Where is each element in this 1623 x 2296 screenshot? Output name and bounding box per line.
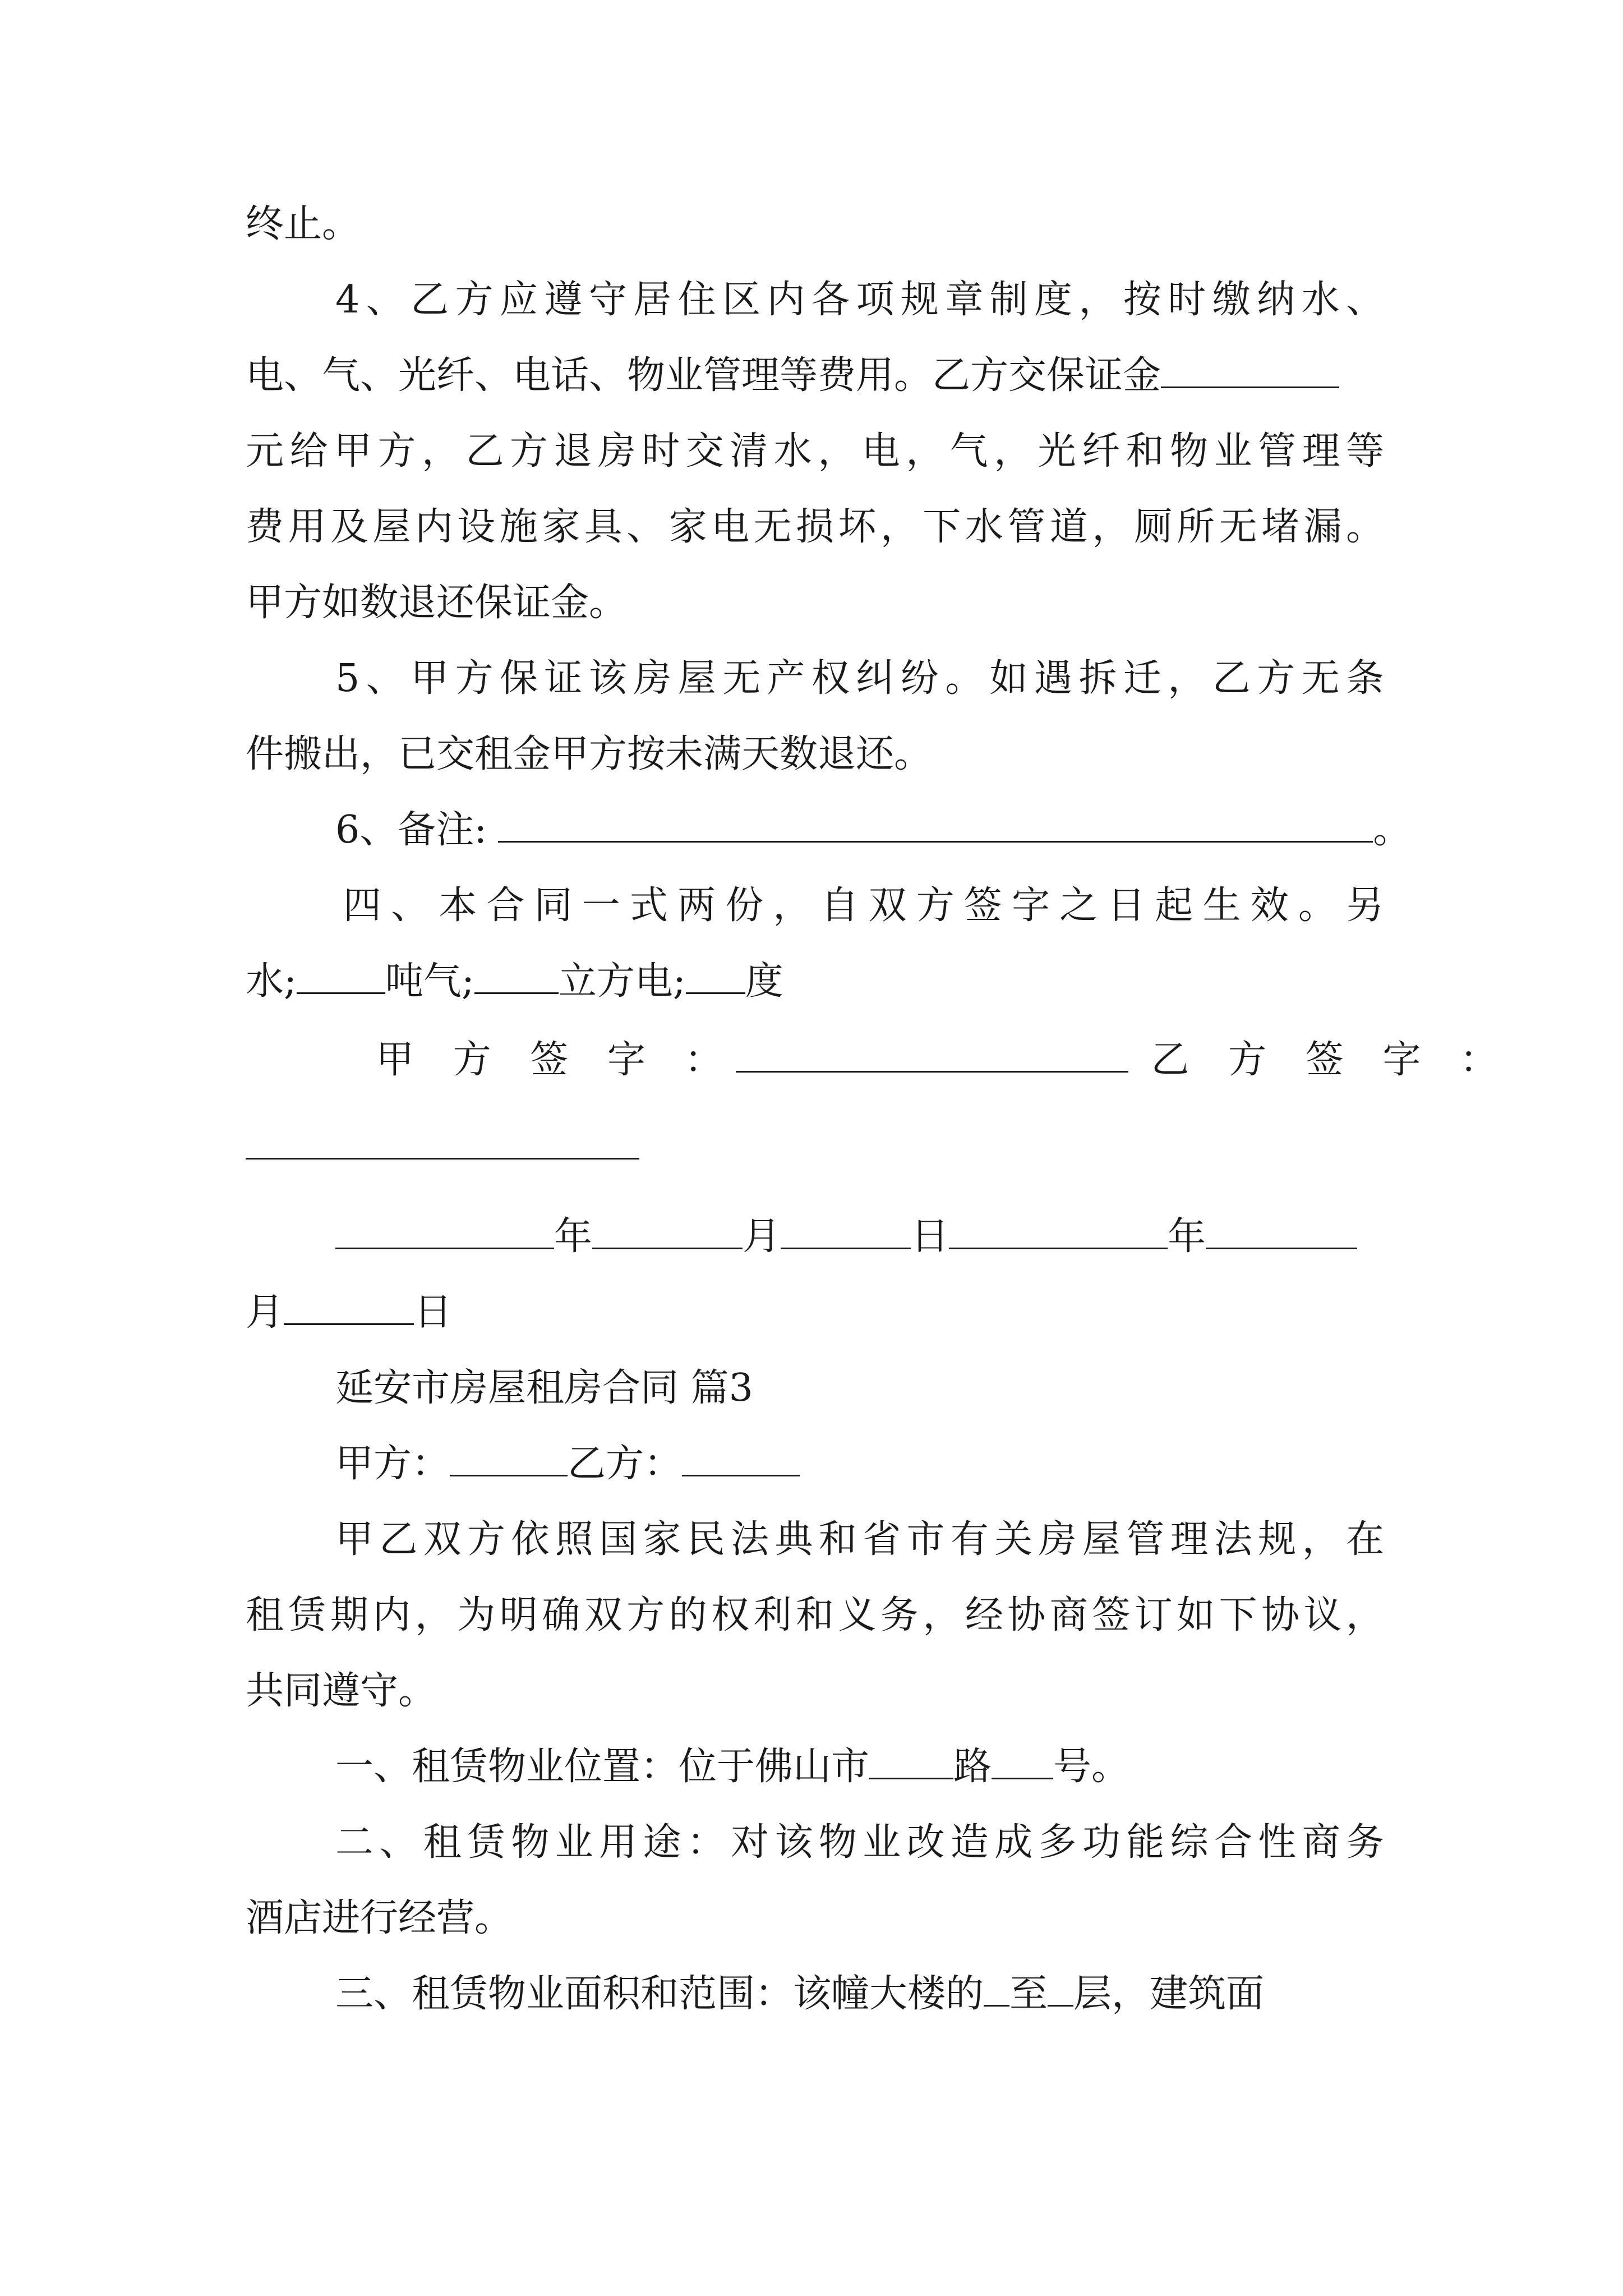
electric-blank	[686, 959, 745, 994]
text-span: 立方电;	[558, 959, 686, 1004]
text-line	[246, 196, 1384, 252]
text-line	[246, 954, 1384, 1010]
text-span: 日	[414, 1290, 453, 1335]
signature-continuation	[246, 1119, 1384, 1175]
text-span: 四、本合同一式两份，自双方签字之日起生效。另	[343, 884, 1384, 928]
text-line	[246, 1663, 1384, 1719]
text-line	[246, 424, 1384, 480]
text-span: 至	[1009, 1972, 1048, 2016]
date-year-blank	[335, 1214, 554, 1249]
text-span: 二、租赁物业用途：对该物业改造成多功能综合性商务	[335, 1820, 1384, 1865]
text-span: 路	[953, 1745, 992, 1789]
text-span: 乙方：	[568, 1442, 683, 1486]
text-span: 甲乙双方依照国家民法典和省市有关房屋管理法规，在	[335, 1517, 1384, 1562]
text-span: 电、气、光纤、电话、物业管理等费用。乙方交保证金	[246, 353, 1161, 398]
text-span: 日	[911, 1214, 949, 1259]
text-span: 4、乙方应遵守居住区内各项规章制度，按时缴纳水、	[335, 278, 1384, 322]
text-span: 延安市房屋租房合同 篇3	[335, 1366, 753, 1410]
text-line	[246, 575, 1384, 631]
text-span: 5、甲方保证该房屋无产权纠纷。如遇拆迁，乙方无条	[335, 656, 1384, 701]
number-blank	[992, 1744, 1053, 1779]
text-span: 酒店进行经营。	[246, 1896, 513, 1940]
paragraph-remarks	[335, 802, 1412, 858]
signature-line	[376, 1032, 1511, 1088]
text-span: 甲方如数退还保证金。	[246, 581, 628, 625]
paragraph-preamble	[335, 1512, 1384, 1568]
text-line	[246, 348, 1384, 404]
party-b-blank	[682, 1441, 800, 1476]
gas-blank	[474, 959, 559, 994]
text-span: 甲方：	[335, 1442, 450, 1486]
floor-to-blank	[1048, 1971, 1073, 2007]
date-day-blank	[284, 1290, 414, 1325]
text-span: 租赁期内，为明确双方的权利和义务，经协商签订如下协议，	[246, 1593, 1384, 1637]
date-month-blank	[592, 1214, 743, 1249]
paragraph-clause-4	[335, 272, 1384, 328]
paragraph-usage	[335, 1815, 1384, 1871]
text-span: 三、租赁物业面积和范围：该幢大楼的	[335, 1972, 984, 2016]
road-blank	[869, 1744, 953, 1779]
party-a-signature-label: 甲 方 签 字 ：	[376, 1038, 736, 1082]
text-span: 月	[743, 1214, 781, 1259]
date-line-continuation	[246, 1285, 1384, 1341]
party-a-signature-blank	[736, 1037, 1128, 1073]
party-b-signature-label: 乙 方 签 字 ：	[1151, 1038, 1511, 1082]
text-line	[246, 1890, 1384, 1947]
remarks-blank	[498, 807, 1373, 843]
text-span: 水;	[246, 959, 297, 1004]
text-span: 6、备注:	[335, 808, 487, 852]
text-line	[246, 499, 1384, 555]
section-heading	[335, 1360, 1384, 1416]
text-span: 层，建筑面	[1073, 1972, 1265, 2016]
paragraph-clause-5	[335, 651, 1384, 707]
date-year-blank	[949, 1214, 1168, 1249]
text-span: 号。	[1053, 1745, 1130, 1789]
text-span: 吨气;	[385, 959, 474, 1004]
date-line	[335, 1209, 1384, 1265]
text-span: 年	[1168, 1214, 1206, 1259]
parties-line	[335, 1436, 1384, 1492]
paragraph-area	[335, 1966, 1384, 2022]
text-span: 费用及屋内设施家具、家电无损坏，下水管道，厕所无堵漏。	[246, 505, 1384, 549]
date-month-blank	[1206, 1214, 1357, 1249]
text-line	[246, 726, 1384, 783]
text-line	[246, 1588, 1384, 1644]
party-a-blank	[450, 1441, 568, 1476]
paragraph-section-4	[343, 878, 1384, 934]
text-span: 元给甲方，乙方退房时交清水，电，气，光纤和物业管理等	[246, 429, 1384, 473]
text-span: 一、租赁物业位置：位于佛山市	[335, 1745, 870, 1789]
text-span: 月	[246, 1290, 284, 1335]
text-span: 件搬出，已交租金甲方按未满天数退还。	[246, 732, 933, 776]
paragraph-location	[335, 1739, 1384, 1795]
text-span: 共同遵守。	[246, 1669, 437, 1713]
text-span: 年	[554, 1214, 593, 1259]
water-blank	[297, 959, 385, 994]
text-span: 。	[1373, 808, 1412, 852]
party-b-signature-blank	[246, 1124, 639, 1159]
text-span: 度	[745, 959, 783, 1004]
deposit-blank	[1161, 353, 1339, 388]
floor-from-blank	[984, 1971, 1009, 2007]
date-day-blank	[781, 1214, 911, 1249]
text-span: 终止。	[246, 202, 361, 246]
